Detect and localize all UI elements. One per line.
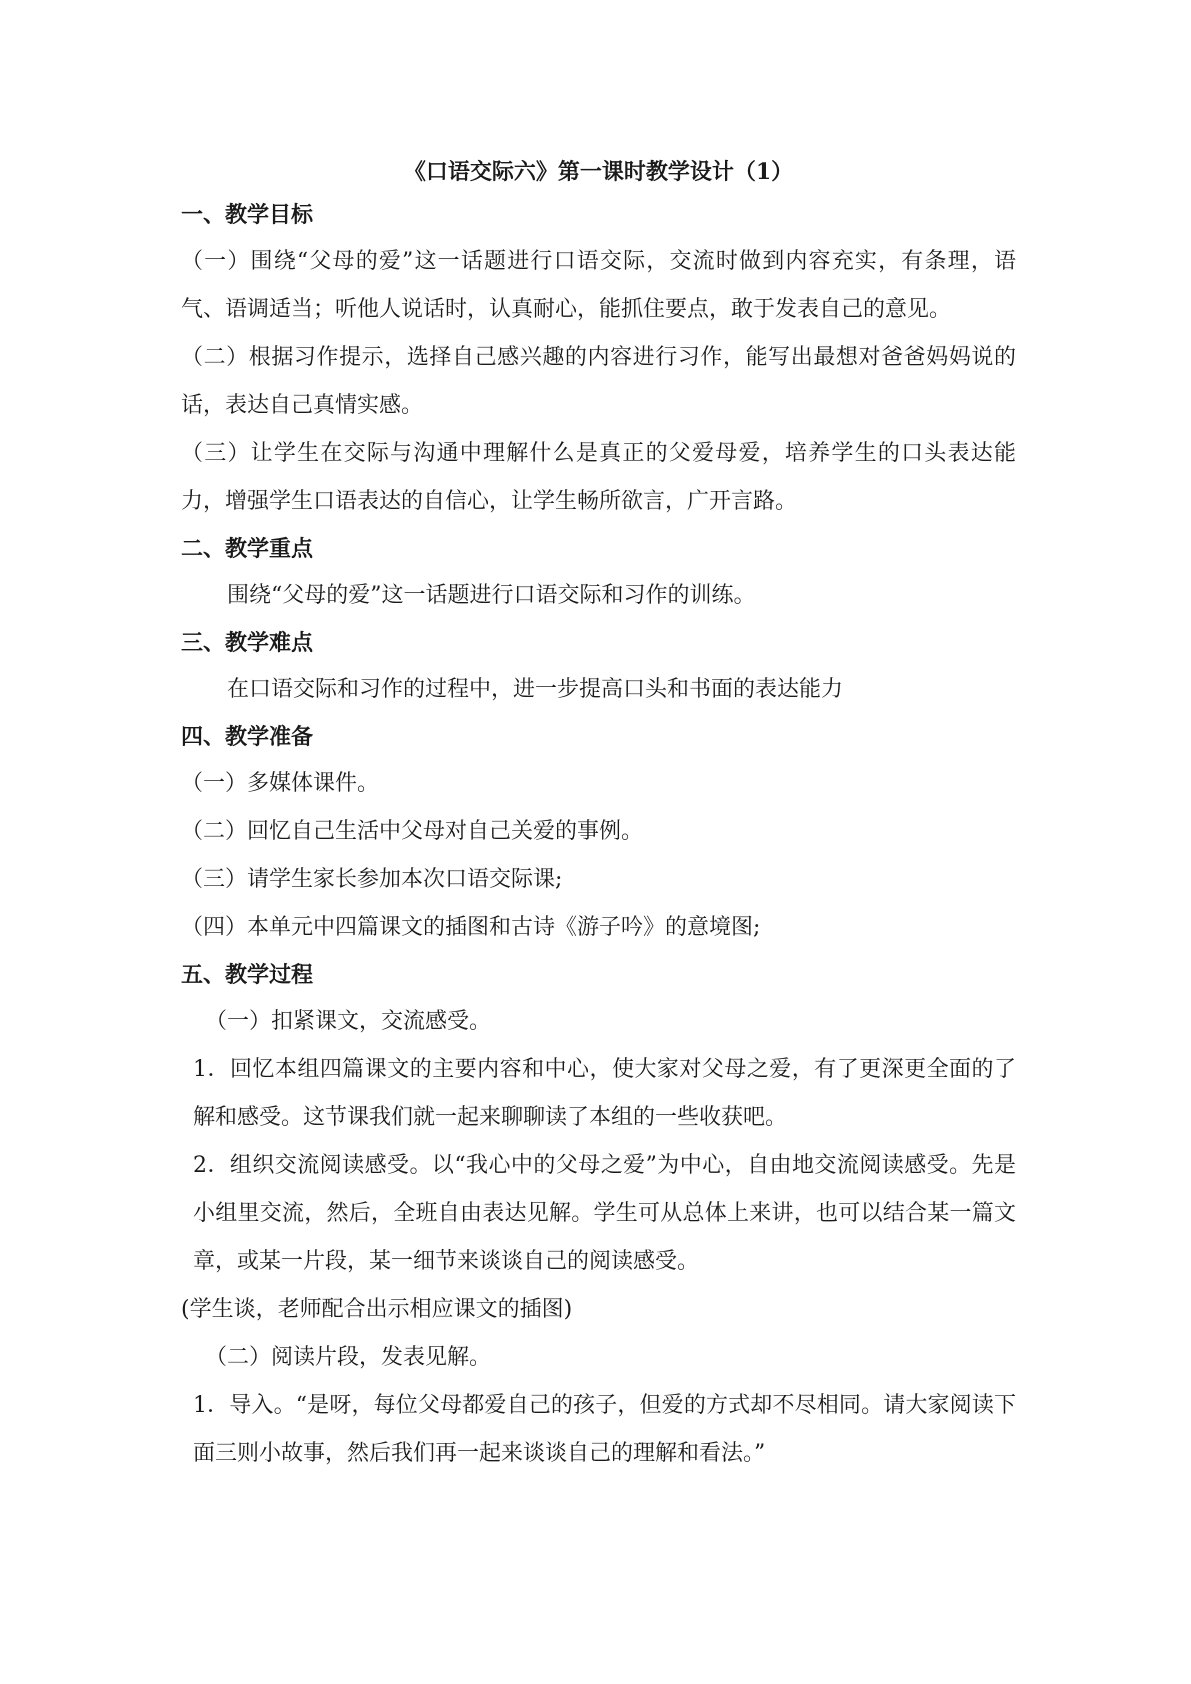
process-paragraph-2: 2．组织交流阅读感受。以“我心中的父母之爱”为中心，自由地交流阅读感受。先是小组里交流，然后，全班自由表达见解。学生可从总体上来讲，也可以结合某一篇文章，或某一片段，某一细节来谈谈自己的阅读感受。 <box>193 1153 1016 1274</box>
section-heading-process: 五、教学过程 <box>181 962 314 988</box>
section-heading-difficulties: 三、教学难点 <box>181 630 314 656</box>
section-heading-preparation: 四、教学准备 <box>181 724 314 750</box>
document-title: 《口语交际六》第一课时教学设计（1） <box>403 159 794 185</box>
process-note: (学生谈，老师配合出示相应课文的插图) <box>181 1297 573 1322</box>
preparation-item: （三）请学生家长参加本次口语交际课; <box>181 867 563 892</box>
difficulties-text: 在口语交际和习作的过程中，进一步提高口头和书面的表达能力 <box>227 677 844 702</box>
process-paragraph-3: 1．导入。“是呀，每位父母都爱自己的孩子，但爱的方式却不尽相同。请大家阅读下面三则小故事，然后我们再一起来谈谈自己的理解和看法。” <box>193 1393 1016 1466</box>
objective-paragraph-1: （一）围绕“父母的爱”这一话题进行口语交际，交流时做到内容充实，有条理，语气、语调适当；听他人说话时，认真耐心，能抓住要点，敢于发表自己的意见。 <box>181 249 1016 322</box>
section-heading-objectives: 一、教学目标 <box>181 202 314 228</box>
preparation-item: （一）多媒体课件。 <box>181 771 380 796</box>
process-paragraph-1: 1．回忆本组四篇课文的主要内容和中心，使大家对父母之爱，有了更深更全面的了解和感受。这节课我们就一起来聊聊读了本组的一些收获吧。 <box>193 1057 1016 1130</box>
document-page <box>181 152 1016 1478</box>
process-subheading-1: （一）扣紧课文，交流感受。 <box>205 1009 492 1034</box>
preparation-item: （四）本单元中四篇课文的插图和古诗《游子吟》的意境图; <box>181 915 761 940</box>
preparation-item: （二）回忆自己生活中父母对自己关爱的事例。 <box>181 819 644 844</box>
objective-paragraph-3: （三）让学生在交际与沟通中理解什么是真正的父爱母爱，培养学生的口头表达能力，增强学生口语表达的自信心，让学生畅所欲言，广开言路。 <box>181 441 1016 514</box>
key-points-text: 围绕“父母的爱”这一话题进行口语交际和习作的训练。 <box>227 583 756 608</box>
process-subheading-2: （二）阅读片段，发表见解。 <box>205 1345 492 1370</box>
section-heading-key-points: 二、教学重点 <box>181 536 314 562</box>
objective-paragraph-2: （二）根据习作提示，选择自己感兴趣的内容进行习作，能写出最想对爸爸妈妈说的话，表达自己真情实感。 <box>181 345 1016 418</box>
